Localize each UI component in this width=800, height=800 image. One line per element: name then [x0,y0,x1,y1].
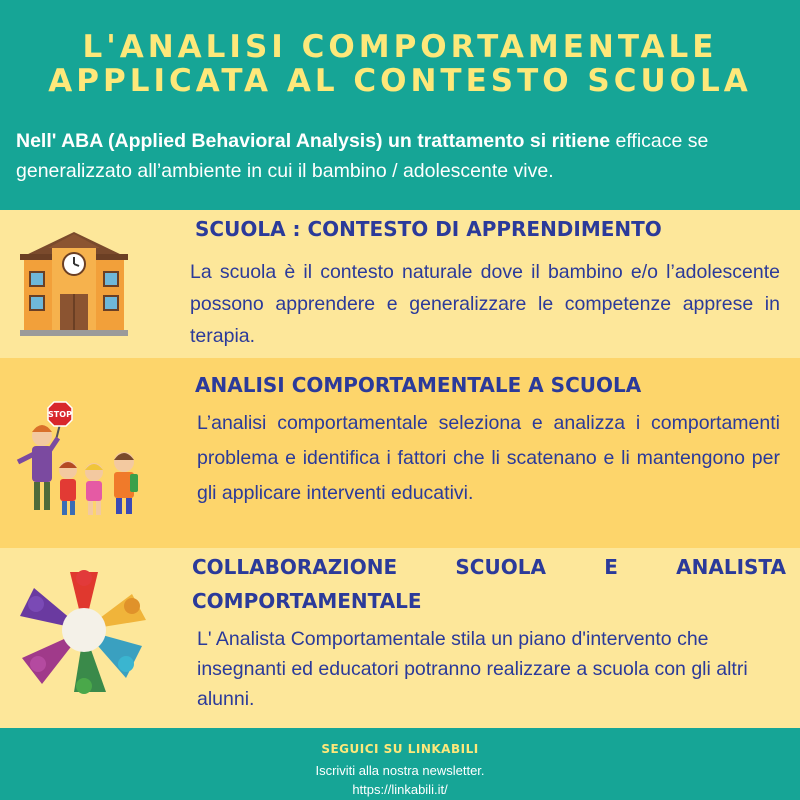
stop-sign-text: STOP [48,410,72,419]
section-title-line-2: COMPORTAMENTALE [192,589,422,613]
section-text: La scuola è il contesto naturale dove il bambino e/o l’adolescente possono apprendere e generalizzare le competenze apprese in terapia. [190,261,780,347]
website-link[interactable]: https://linkabili.it/ [352,782,448,797]
section-school-context [0,210,800,358]
section-title: ANALISI COMPORTAMENTALE A SCUOLA [195,373,642,397]
header [0,0,800,210]
intro-text [16,126,791,186]
school-building-icon [14,224,134,349]
children-crossing-icon [10,398,150,528]
section-title-line-1: COLLABORAZIONE SCUOLA E ANALISTA [192,555,786,579]
section-collaboration [0,548,800,728]
section-analysis-at-school [0,358,800,548]
title-line-1: L'ANALISI COMPORTAMENTALE [82,29,718,65]
section-title: SCUOLA : CONTESTO DI APPRENDIMENTO [195,217,662,241]
footer-title: SEGUICI SU LINKABILI [321,742,479,756]
intro-rest: efficace se generalizzato all’ambiente in cui il bambino / adolescente vive. [16,130,709,182]
collaboration-star-icon [14,560,154,705]
title-line-2: APPLICATA AL CONTESTO SCUOLA [48,63,752,99]
page-title [0,30,800,98]
intro-bold: Nell' ABA (Applied Behavioral Analysis) un trattamento si ritiene [16,130,611,152]
newsletter-link[interactable]: Iscriviti alla nostra newsletter. [315,763,485,778]
section-text: L' Analista Comportamentale stila un piano d'intervento che insegnanti ed educatori potranno realizzare a scuola con gli altri alunni. [197,628,748,710]
section-text: L’analisi comportamentale seleziona e analizza i comportamenti problema e identifica i fattori che li scatenano e li mantengono per gli applicare interventi educativi. [197,412,780,504]
footer [0,728,800,800]
